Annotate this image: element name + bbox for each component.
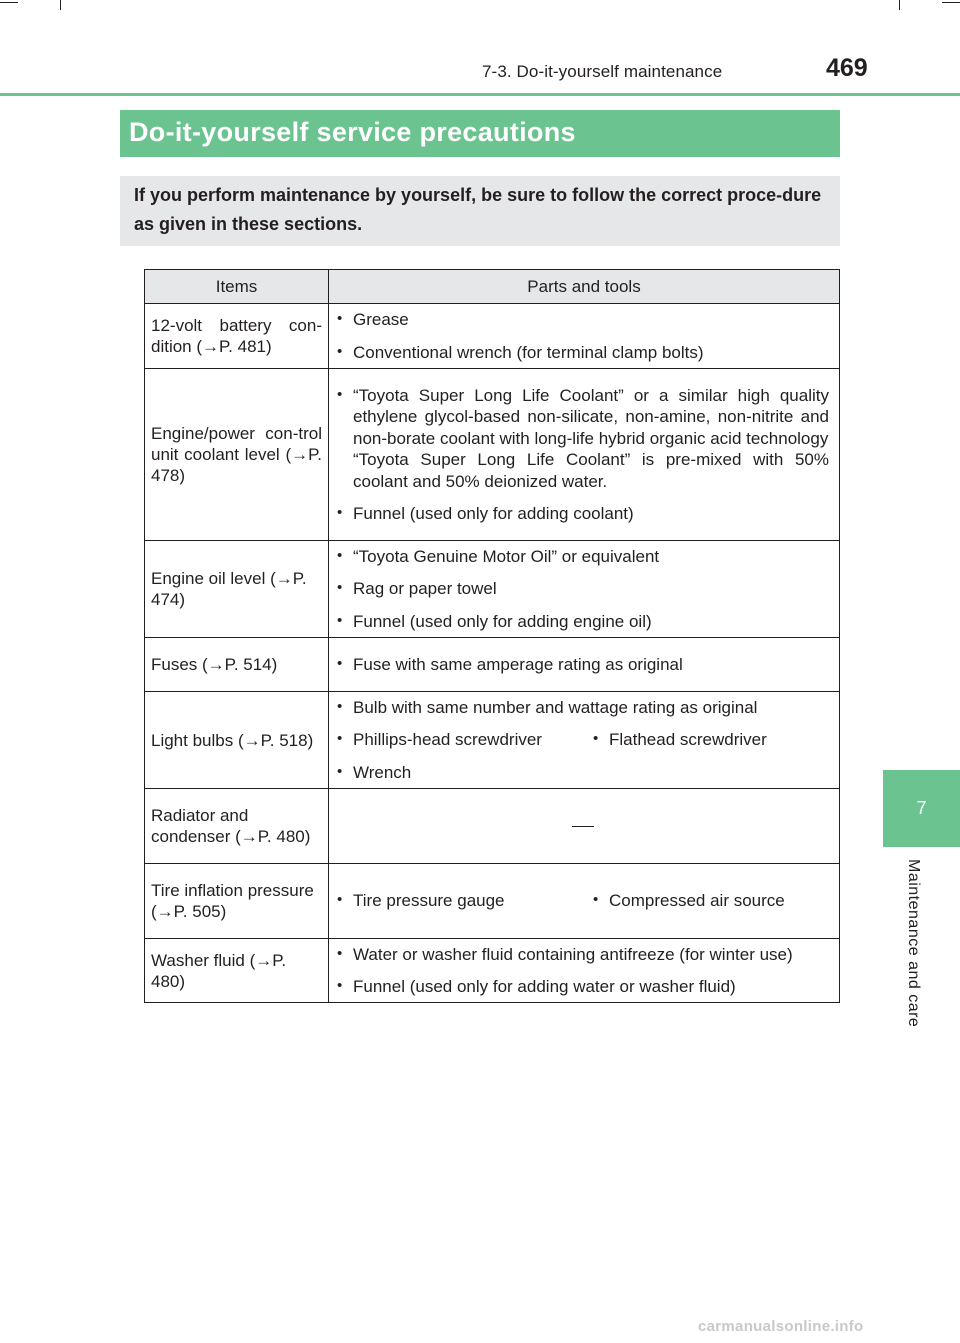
tool-item: • Compressed air source	[593, 890, 785, 912]
crop-mark	[942, 2, 960, 3]
tool-item-text: “Toyota Super Long Life Coolant” or a similar high quality ethylene glycol-based non-silicate, non-amine, non-nitrite and non-borate coolant with long-life hybrid organic acid technology	[353, 385, 829, 448]
tool-item: • Grease	[337, 309, 829, 331]
tool-item: • Wrench	[337, 762, 829, 784]
table-row	[145, 864, 840, 939]
crop-mark	[60, 0, 61, 10]
table-row	[145, 939, 840, 1003]
tools-cell	[329, 864, 840, 939]
item-cell: Radiator and condenser (→P. 480)	[145, 789, 329, 864]
tools-cell	[329, 369, 840, 541]
crop-mark	[899, 0, 900, 10]
column-header-items: Items	[145, 270, 329, 304]
table-row	[145, 692, 840, 789]
table-row	[145, 541, 840, 638]
item-cell: Engine oil level (→P. 474)	[145, 541, 329, 638]
intro-box: If you perform maintenance by yourself, be sure to follow the correct proce-dure as given in these sections.	[120, 176, 840, 246]
table-row	[145, 638, 840, 692]
tool-item: • Fuse with same amperage rating as original	[337, 654, 829, 676]
item-cell: Fuses (→P. 514)	[145, 638, 329, 692]
tools-cell	[329, 789, 840, 864]
item-cell: Tire inflation pressure (→P. 505)	[145, 864, 329, 939]
chapter-tab: 7	[883, 770, 960, 847]
tools-cell	[329, 692, 840, 789]
table-row	[145, 369, 840, 541]
tools-cell	[329, 541, 840, 638]
item-cell: Engine/power con-trol unit coolant level (→P. 478)	[145, 369, 329, 541]
tool-item: • Conventional wrench (for terminal clamp bolts)	[337, 342, 829, 364]
table-row	[145, 789, 840, 864]
tool-pair	[337, 890, 829, 912]
tool-item: • Funnel (used only for adding coolant)	[337, 503, 829, 525]
page-number: 469	[826, 54, 868, 82]
item-cell: Light bulbs (→P. 518)	[145, 692, 329, 789]
table-header-row	[145, 270, 840, 304]
tool-item: • “Toyota Genuine Motor Oil” or equivalent	[337, 546, 829, 568]
tool-item: • Funnel (used only for adding engine oil)	[337, 611, 829, 633]
tools-cell	[329, 939, 840, 1003]
tool-pair	[337, 729, 829, 751]
tool-item	[337, 385, 829, 493]
crop-mark	[0, 2, 18, 3]
header-rule	[0, 93, 960, 96]
item-cell: Washer fluid (→P. 480)	[145, 939, 329, 1003]
tools-cell	[329, 304, 840, 369]
tools-cell	[329, 638, 840, 692]
tool-item: • Tire pressure gauge	[337, 890, 593, 912]
tool-item: • Water or washer fluid containing antifreeze (for winter use)	[337, 944, 829, 966]
tool-item: • Bulb with same number and wattage rating as original	[337, 697, 829, 719]
section-title: Do-it-yourself service precautions	[120, 110, 840, 157]
tool-item: • Phillips-head screwdriver	[337, 729, 593, 751]
column-header-parts-and-tools: Parts and tools	[329, 270, 840, 304]
tool-item: • Funnel (used only for adding water or washer fluid)	[337, 976, 829, 998]
item-cell: 12-volt battery con-dition (→P. 481)	[145, 304, 329, 369]
table-row	[145, 304, 840, 369]
chapter-side-label: Maintenance and care	[905, 859, 922, 1028]
tool-item: • Flathead screwdriver	[593, 729, 767, 751]
tool-item-note: “Toyota Super Long Life Coolant” is pre-mixed with 50% coolant and 50% deionized water.	[353, 450, 829, 491]
none-dash	[572, 826, 594, 827]
parts-and-tools-table	[144, 269, 840, 1003]
tool-item: • Rag or paper towel	[337, 578, 829, 600]
watermark: carmanualsonline.info	[698, 1318, 864, 1335]
running-head: 7-3. Do-it-yourself maintenance	[482, 62, 723, 81]
